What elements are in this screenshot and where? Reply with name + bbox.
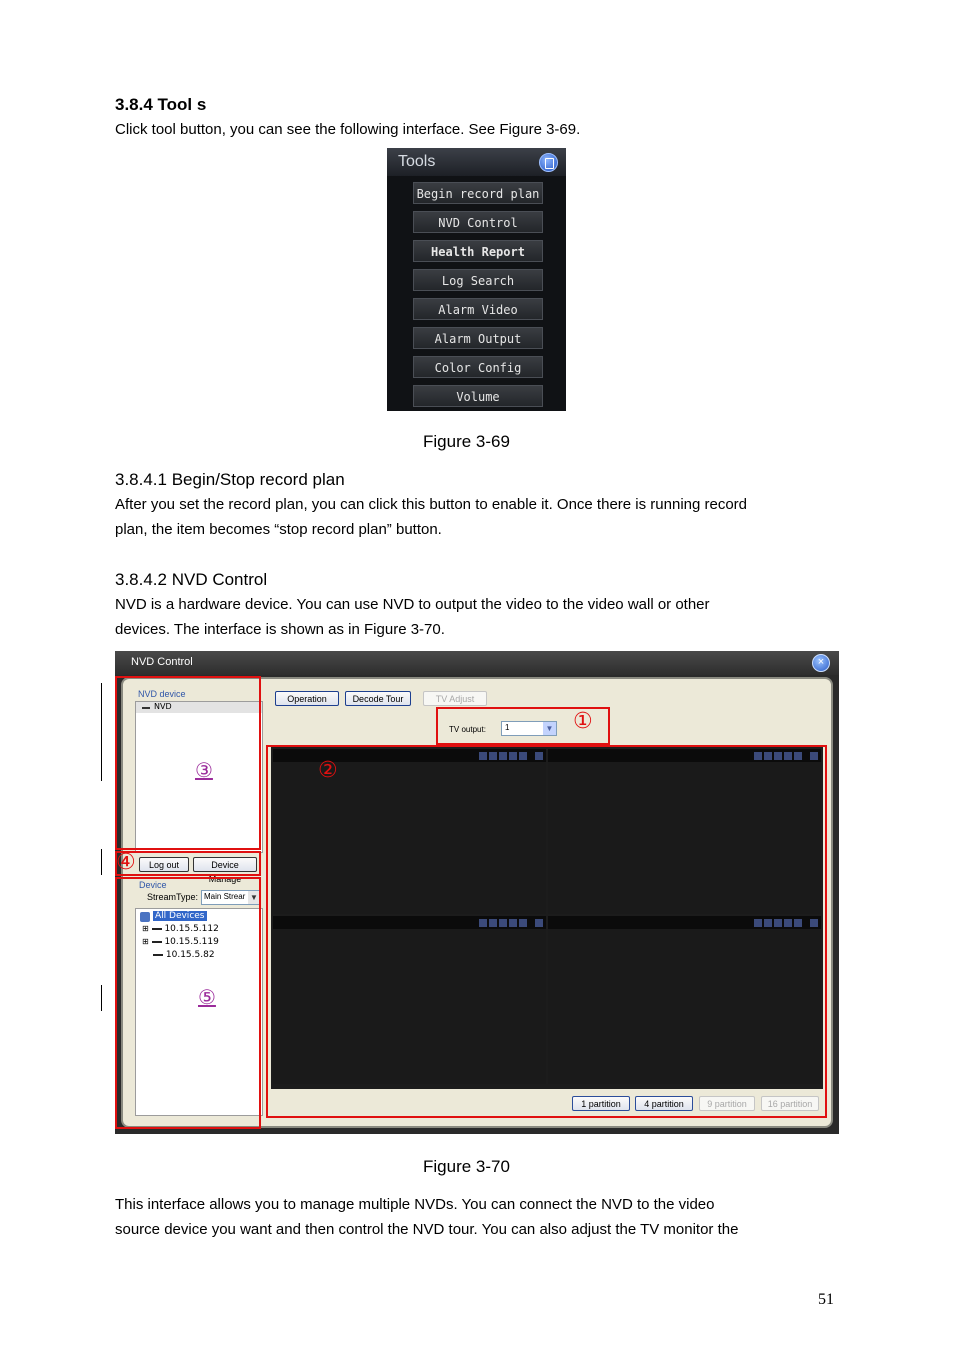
log-out-button[interactable]: Log out: [139, 857, 189, 872]
record-plan-text-2: plan, the item becomes “stop record plan” button.: [115, 521, 442, 538]
partition-4-button[interactable]: 4 partition: [635, 1096, 693, 1111]
closing-text-1: This interface allows you to manage multiple NVDs. You can connect the NVD to the video: [115, 1196, 715, 1213]
nvd-text-2: devices. The interface is shown as in Figure 3-70.: [115, 621, 445, 638]
annotation-box-4: [115, 851, 261, 876]
marker-3: [195, 758, 213, 782]
tab-tv-adjust[interactable]: TV Adjust: [423, 691, 487, 706]
nvd-item-label: NVD: [154, 702, 172, 711]
tree-item-label: 10.15.5.82: [165, 950, 215, 960]
tv-output-label: TV output:: [449, 725, 486, 734]
nvd-window-title-bar: [115, 651, 839, 675]
record-plan-text-1: After you set the record plan, you can click this button to enable it. Once there is running record: [115, 496, 748, 513]
marker-4: ④: [116, 850, 136, 875]
marker-5-glyph: ⑤: [198, 985, 216, 1009]
nvd-window-title: NVD Control: [131, 656, 193, 668]
margin-bar: [101, 849, 102, 875]
begin-record-plan-button[interactable]: Begin record plan: [413, 182, 543, 204]
marker-2: ②: [318, 758, 338, 783]
tools-panel: [387, 148, 566, 411]
chevron-down-icon[interactable]: ▼: [248, 891, 260, 904]
annotation-box-3: [115, 676, 261, 850]
annotation-box-2: [266, 745, 827, 1118]
stream-type-label: StreamType:: [147, 892, 199, 902]
nvd-text-1: NVD is a hardware device. You can use NVD to output the video to the video wall or other: [115, 596, 710, 613]
close-icon[interactable]: ×: [812, 654, 830, 672]
tools-menu-icon[interactable]: [539, 153, 558, 172]
tree-item-label: 10.15.5.119: [164, 937, 219, 947]
margin-bar: [101, 683, 102, 781]
expand-icon[interactable]: ⊞: [142, 937, 149, 946]
tree-root[interactable]: All Devices: [155, 911, 205, 921]
tv-output-value: 1: [505, 723, 510, 732]
marker-1: ①: [573, 709, 593, 734]
figure-caption-3-70: Figure 3-70: [423, 1157, 510, 1176]
section-heading: 3.8.4 Tool s: [115, 95, 207, 114]
chevron-down-icon[interactable]: ▼: [543, 722, 556, 735]
alarm-video-button[interactable]: Alarm Video: [413, 298, 543, 320]
nvd-device-label: NVD device: [138, 689, 186, 699]
figure-caption-3-69: Figure 3-69: [423, 432, 510, 451]
partition-9-button[interactable]: 9 partition: [699, 1096, 755, 1111]
device-label: Device: [139, 880, 167, 890]
tools-title: Tools: [398, 153, 436, 170]
tab-decode-tour[interactable]: Decode Tour: [345, 691, 411, 706]
partition-1-button[interactable]: 1 partition: [572, 1096, 630, 1111]
nvd-control-button[interactable]: NVD Control: [413, 211, 543, 233]
health-report-button[interactable]: Health Report: [413, 240, 543, 262]
subsection-heading-record-plan: 3.8.4.1 Begin/Stop record plan: [115, 470, 345, 489]
closing-text-2: source device you want and then control the NVD tour. You can also adjust the TV monitor the: [115, 1221, 739, 1238]
log-search-button[interactable]: Log Search: [413, 269, 543, 291]
marker-5: [198, 985, 216, 1009]
tree-item-label: 10.15.5.112: [164, 924, 219, 934]
tools-title-bar: [387, 148, 566, 176]
color-config-button[interactable]: Color Config: [413, 356, 543, 378]
annotation-box-5: [115, 877, 261, 1129]
margin-bar: [101, 985, 102, 1011]
stream-type-value: Main Strear: [204, 892, 246, 901]
expand-icon[interactable]: ⊞: [142, 924, 149, 933]
volume-button[interactable]: Volume: [413, 385, 543, 407]
alarm-output-button[interactable]: Alarm Output: [413, 327, 543, 349]
subsection-heading-nvd-control: 3.8.4.2 NVD Control: [115, 570, 268, 589]
page-number: 51: [818, 1291, 834, 1308]
marker-3-glyph: ③: [195, 758, 213, 782]
section-intro: Click tool button, you can see the following interface. See Figure 3-69.: [115, 121, 581, 138]
partition-16-button[interactable]: 16 partition: [761, 1096, 819, 1111]
device-manage-button[interactable]: Device Manage: [193, 857, 257, 872]
tab-operation[interactable]: Operation: [275, 691, 339, 706]
